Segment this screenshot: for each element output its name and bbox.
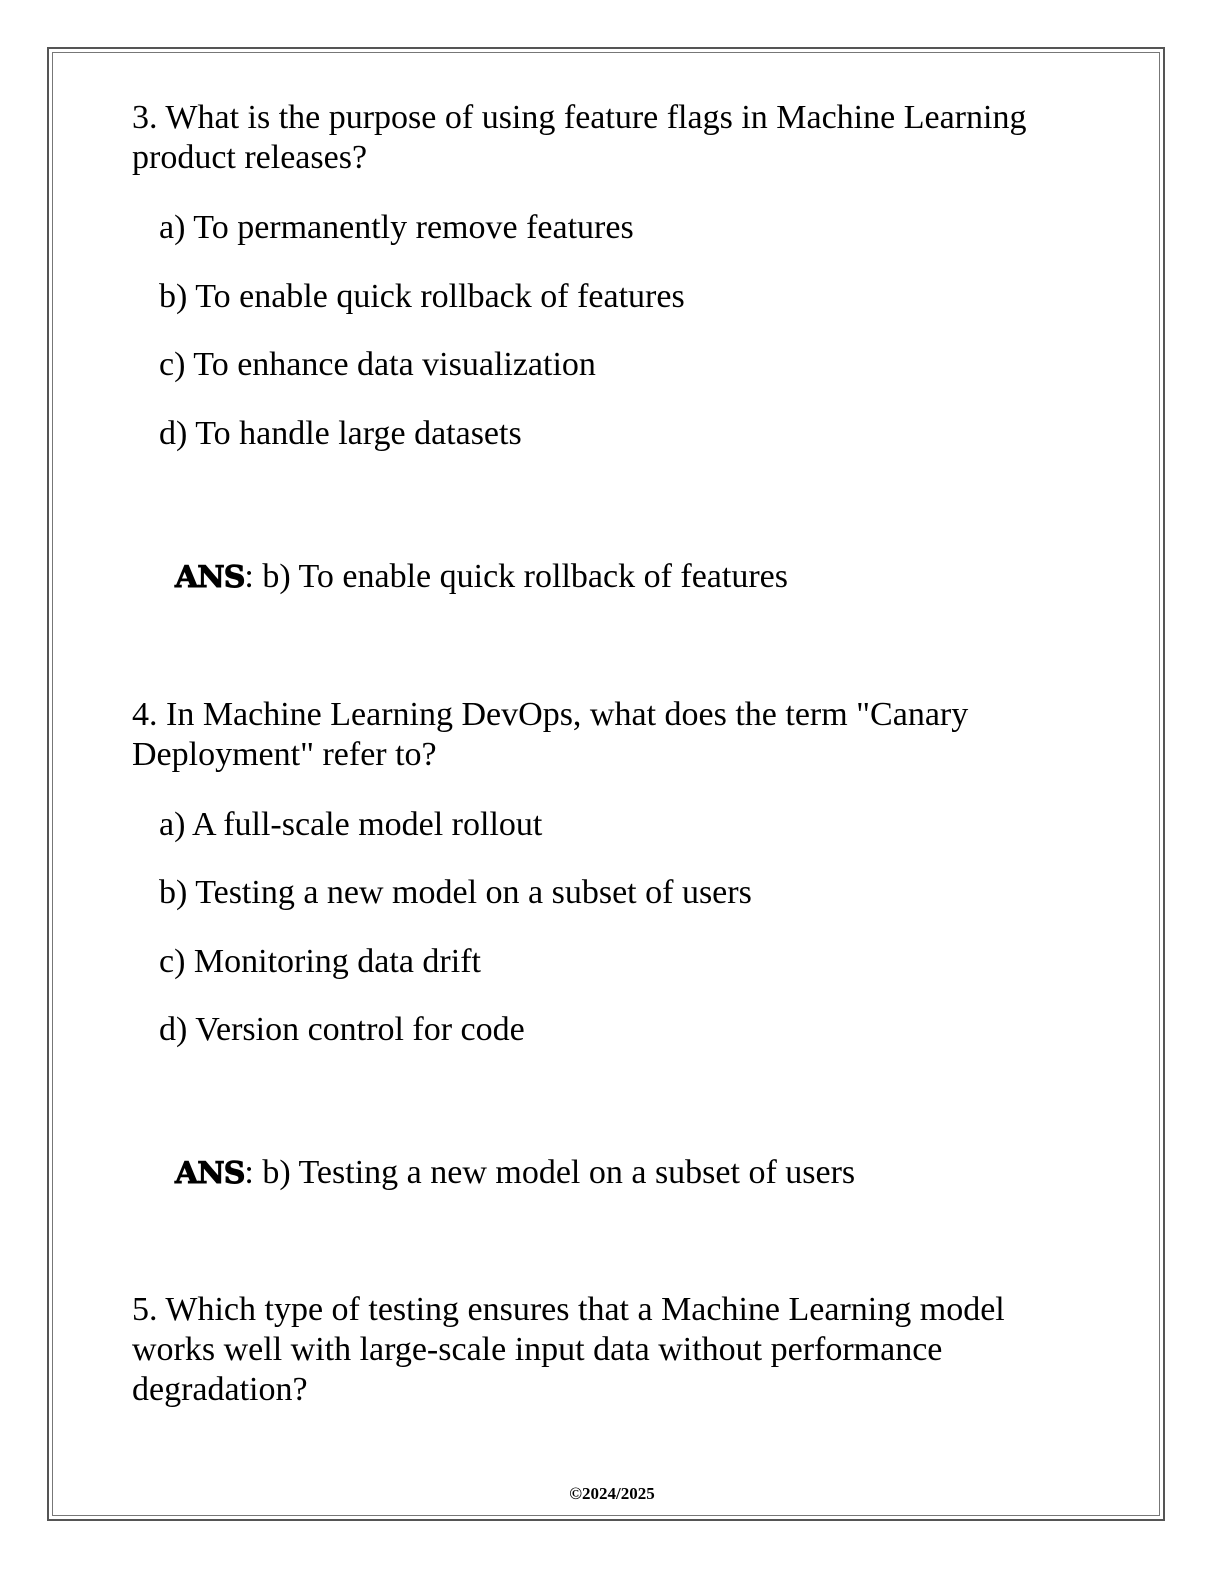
answer-label: ANS <box>175 1156 245 1191</box>
question-4-option-a: a) A full-scale model rollout <box>159 806 543 843</box>
question-3-answer <box>175 557 788 598</box>
question-4-option-d: d) Version control for code <box>159 1011 525 1048</box>
question-4-option-c: c) Monitoring data drift <box>159 943 481 980</box>
page-footer-copyright: ©2024/2025 <box>569 1484 655 1503</box>
question-5-text: 5. Which type of testing ensures that a Machine Learning model works well with large-scale input data without performance degradation? <box>132 1291 1005 1408</box>
question-3-option-b: b) To enable quick rollback of features <box>159 278 685 315</box>
answer-label: ANS <box>175 560 245 595</box>
question-4-answer <box>175 1153 855 1194</box>
question-3-text: 3. What is the purpose of using feature flags in Machine Learning product releases? <box>132 99 1027 176</box>
answer-text: : b) Testing a new model on a subset of users <box>244 1154 856 1191</box>
question-3-option-c: c) To enhance data visualization <box>159 346 596 383</box>
answer-text: : b) To enable quick rollback of features <box>244 558 788 595</box>
question-3-option-a: a) To permanently remove features <box>159 209 634 246</box>
question-4-text: 4. In Machine Learning DevOps, what does the term "Canary Deployment" refer to? <box>132 696 969 773</box>
question-4-option-b: b) Testing a new model on a subset of users <box>159 874 752 911</box>
question-3-option-d: d) To handle large datasets <box>159 415 522 452</box>
